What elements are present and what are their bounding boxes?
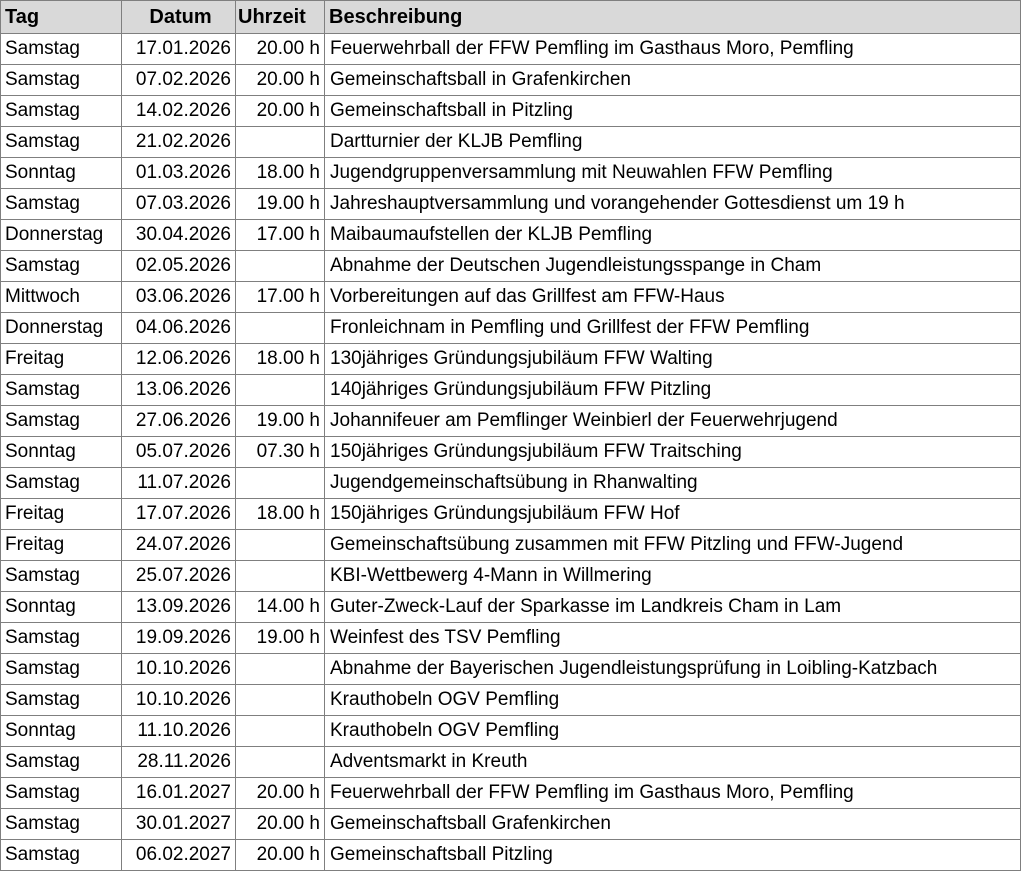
description-cell: Guter-Zweck-Lauf der Sparkasse im Landkreis Cham in Lam: [325, 592, 1021, 623]
date-cell: 05.07.2026: [122, 437, 236, 468]
day-cell: Samstag: [1, 654, 122, 685]
header-row: [1, 1, 1021, 34]
day-cell: Sonntag: [1, 158, 122, 189]
table-row: [1, 499, 1021, 530]
header-uhrzeit: Uhrzeit: [236, 1, 325, 34]
table-row: [1, 747, 1021, 778]
day-cell: Samstag: [1, 623, 122, 654]
time-cell: [236, 127, 325, 158]
day-cell: Samstag: [1, 251, 122, 282]
day-cell: Donnerstag: [1, 220, 122, 251]
date-cell: 27.06.2026: [122, 406, 236, 437]
description-cell: Gemeinschaftsübung zusammen mit FFW Pitzling und FFW-Jugend: [325, 530, 1021, 561]
time-cell: [236, 530, 325, 561]
day-cell: Samstag: [1, 375, 122, 406]
description-cell: Abnahme der Bayerischen Jugendleistungsprüfung in Loibling-Katzbach: [325, 654, 1021, 685]
description-cell: Abnahme der Deutschen Jugendleistungsspange in Cham: [325, 251, 1021, 282]
time-cell: 20.00 h: [236, 96, 325, 127]
day-cell: Samstag: [1, 189, 122, 220]
day-cell: Freitag: [1, 499, 122, 530]
date-cell: 30.04.2026: [122, 220, 236, 251]
date-cell: 01.03.2026: [122, 158, 236, 189]
time-cell: [236, 375, 325, 406]
table-row: [1, 468, 1021, 499]
table-row: [1, 220, 1021, 251]
day-cell: Samstag: [1, 127, 122, 158]
table-row: [1, 127, 1021, 158]
date-cell: 10.10.2026: [122, 685, 236, 716]
day-cell: Sonntag: [1, 592, 122, 623]
description-cell: 130jähriges Gründungsjubiläum FFW Walting: [325, 344, 1021, 375]
time-cell: 17.00 h: [236, 282, 325, 313]
date-cell: 13.09.2026: [122, 592, 236, 623]
time-cell: 20.00 h: [236, 840, 325, 871]
time-cell: 20.00 h: [236, 34, 325, 65]
day-cell: Freitag: [1, 530, 122, 561]
date-cell: 14.02.2026: [122, 96, 236, 127]
day-cell: Samstag: [1, 34, 122, 65]
table-row: [1, 654, 1021, 685]
date-cell: 04.06.2026: [122, 313, 236, 344]
day-cell: Samstag: [1, 561, 122, 592]
date-cell: 24.07.2026: [122, 530, 236, 561]
table-row: [1, 344, 1021, 375]
description-cell: 140jähriges Gründungsjubiläum FFW Pitzling: [325, 375, 1021, 406]
description-cell: Adventsmarkt in Kreuth: [325, 747, 1021, 778]
day-cell: Mittwoch: [1, 282, 122, 313]
table-row: [1, 34, 1021, 65]
table-row: [1, 778, 1021, 809]
time-cell: [236, 654, 325, 685]
table-row: [1, 716, 1021, 747]
description-cell: Jugendgemeinschaftsübung in Rhanwalting: [325, 468, 1021, 499]
date-cell: 02.05.2026: [122, 251, 236, 282]
day-cell: Samstag: [1, 747, 122, 778]
table-row: [1, 313, 1021, 344]
date-cell: 11.10.2026: [122, 716, 236, 747]
day-cell: Samstag: [1, 406, 122, 437]
day-cell: Samstag: [1, 96, 122, 127]
time-cell: 07.30 h: [236, 437, 325, 468]
description-cell: Gemeinschaftsball in Pitzling: [325, 96, 1021, 127]
time-cell: [236, 313, 325, 344]
header-tag: Tag: [1, 1, 122, 34]
table-row: [1, 561, 1021, 592]
date-cell: 17.01.2026: [122, 34, 236, 65]
description-cell: Krauthobeln OGV Pemfling: [325, 716, 1021, 747]
table-row: [1, 809, 1021, 840]
description-cell: KBI-Wettbewerg 4-Mann in Willmering: [325, 561, 1021, 592]
time-cell: [236, 251, 325, 282]
table-row: [1, 685, 1021, 716]
table-row: [1, 437, 1021, 468]
date-cell: 07.02.2026: [122, 65, 236, 96]
day-cell: Sonntag: [1, 437, 122, 468]
date-cell: 06.02.2027: [122, 840, 236, 871]
description-cell: Gemeinschaftsball Pitzling: [325, 840, 1021, 871]
table-row: [1, 592, 1021, 623]
time-cell: 19.00 h: [236, 623, 325, 654]
day-cell: Samstag: [1, 685, 122, 716]
table-row: [1, 530, 1021, 561]
table-row: [1, 96, 1021, 127]
time-cell: 19.00 h: [236, 406, 325, 437]
description-cell: 150jähriges Gründungsjubiläum FFW Traitsching: [325, 437, 1021, 468]
description-cell: 150jähriges Gründungsjubiläum FFW Hof: [325, 499, 1021, 530]
description-cell: Gemeinschaftsball Grafenkirchen: [325, 809, 1021, 840]
time-cell: [236, 747, 325, 778]
time-cell: 18.00 h: [236, 499, 325, 530]
header-beschreibung: Beschreibung: [325, 1, 1021, 34]
date-cell: 28.11.2026: [122, 747, 236, 778]
table-row: [1, 840, 1021, 871]
date-cell: 07.03.2026: [122, 189, 236, 220]
time-cell: 18.00 h: [236, 158, 325, 189]
time-cell: [236, 685, 325, 716]
date-cell: 25.07.2026: [122, 561, 236, 592]
description-cell: Dartturnier der KLJB Pemfling: [325, 127, 1021, 158]
day-cell: Samstag: [1, 840, 122, 871]
header-datum: Datum: [122, 1, 236, 34]
date-cell: 17.07.2026: [122, 499, 236, 530]
description-cell: Vorbereitungen auf das Grillfest am FFW-Haus: [325, 282, 1021, 313]
table-row: [1, 251, 1021, 282]
day-cell: Donnerstag: [1, 313, 122, 344]
date-cell: 30.01.2027: [122, 809, 236, 840]
time-cell: 17.00 h: [236, 220, 325, 251]
table-row: [1, 282, 1021, 313]
time-cell: 14.00 h: [236, 592, 325, 623]
day-cell: Samstag: [1, 809, 122, 840]
date-cell: 19.09.2026: [122, 623, 236, 654]
date-cell: 13.06.2026: [122, 375, 236, 406]
day-cell: Sonntag: [1, 716, 122, 747]
date-cell: 16.01.2027: [122, 778, 236, 809]
description-cell: Weinfest des TSV Pemfling: [325, 623, 1021, 654]
schedule-body: [1, 34, 1021, 871]
description-cell: Fronleichnam in Pemfling und Grillfest der FFW Pemfling: [325, 313, 1021, 344]
table-row: [1, 375, 1021, 406]
day-cell: Samstag: [1, 468, 122, 499]
day-cell: Freitag: [1, 344, 122, 375]
description-cell: Jugendgruppenversammlung mit Neuwahlen FFW Pemfling: [325, 158, 1021, 189]
time-cell: [236, 716, 325, 747]
time-cell: 20.00 h: [236, 809, 325, 840]
table-row: [1, 189, 1021, 220]
date-cell: 03.06.2026: [122, 282, 236, 313]
date-cell: 21.02.2026: [122, 127, 236, 158]
day-cell: Samstag: [1, 65, 122, 96]
time-cell: [236, 468, 325, 499]
table-row: [1, 158, 1021, 189]
description-cell: Feuerwehrball der FFW Pemfling im Gasthaus Moro, Pemfling: [325, 778, 1021, 809]
description-cell: Maibaumaufstellen der KLJB Pemfling: [325, 220, 1021, 251]
description-cell: Feuerwehrball der FFW Pemfling im Gasthaus Moro, Pemfling: [325, 34, 1021, 65]
table-row: [1, 65, 1021, 96]
date-cell: 10.10.2026: [122, 654, 236, 685]
table-row: [1, 623, 1021, 654]
date-cell: 11.07.2026: [122, 468, 236, 499]
description-cell: Johannifeuer am Pemflinger Weinbierl der Feuerwehrjugend: [325, 406, 1021, 437]
day-cell: Samstag: [1, 778, 122, 809]
description-cell: Gemeinschaftsball in Grafenkirchen: [325, 65, 1021, 96]
time-cell: [236, 561, 325, 592]
time-cell: 20.00 h: [236, 65, 325, 96]
description-cell: Jahreshauptversammlung und vorangehender Gottesdienst um 19 h: [325, 189, 1021, 220]
time-cell: 20.00 h: [236, 778, 325, 809]
time-cell: 18.00 h: [236, 344, 325, 375]
table-row: [1, 406, 1021, 437]
date-cell: 12.06.2026: [122, 344, 236, 375]
time-cell: 19.00 h: [236, 189, 325, 220]
description-cell: Krauthobeln OGV Pemfling: [325, 685, 1021, 716]
